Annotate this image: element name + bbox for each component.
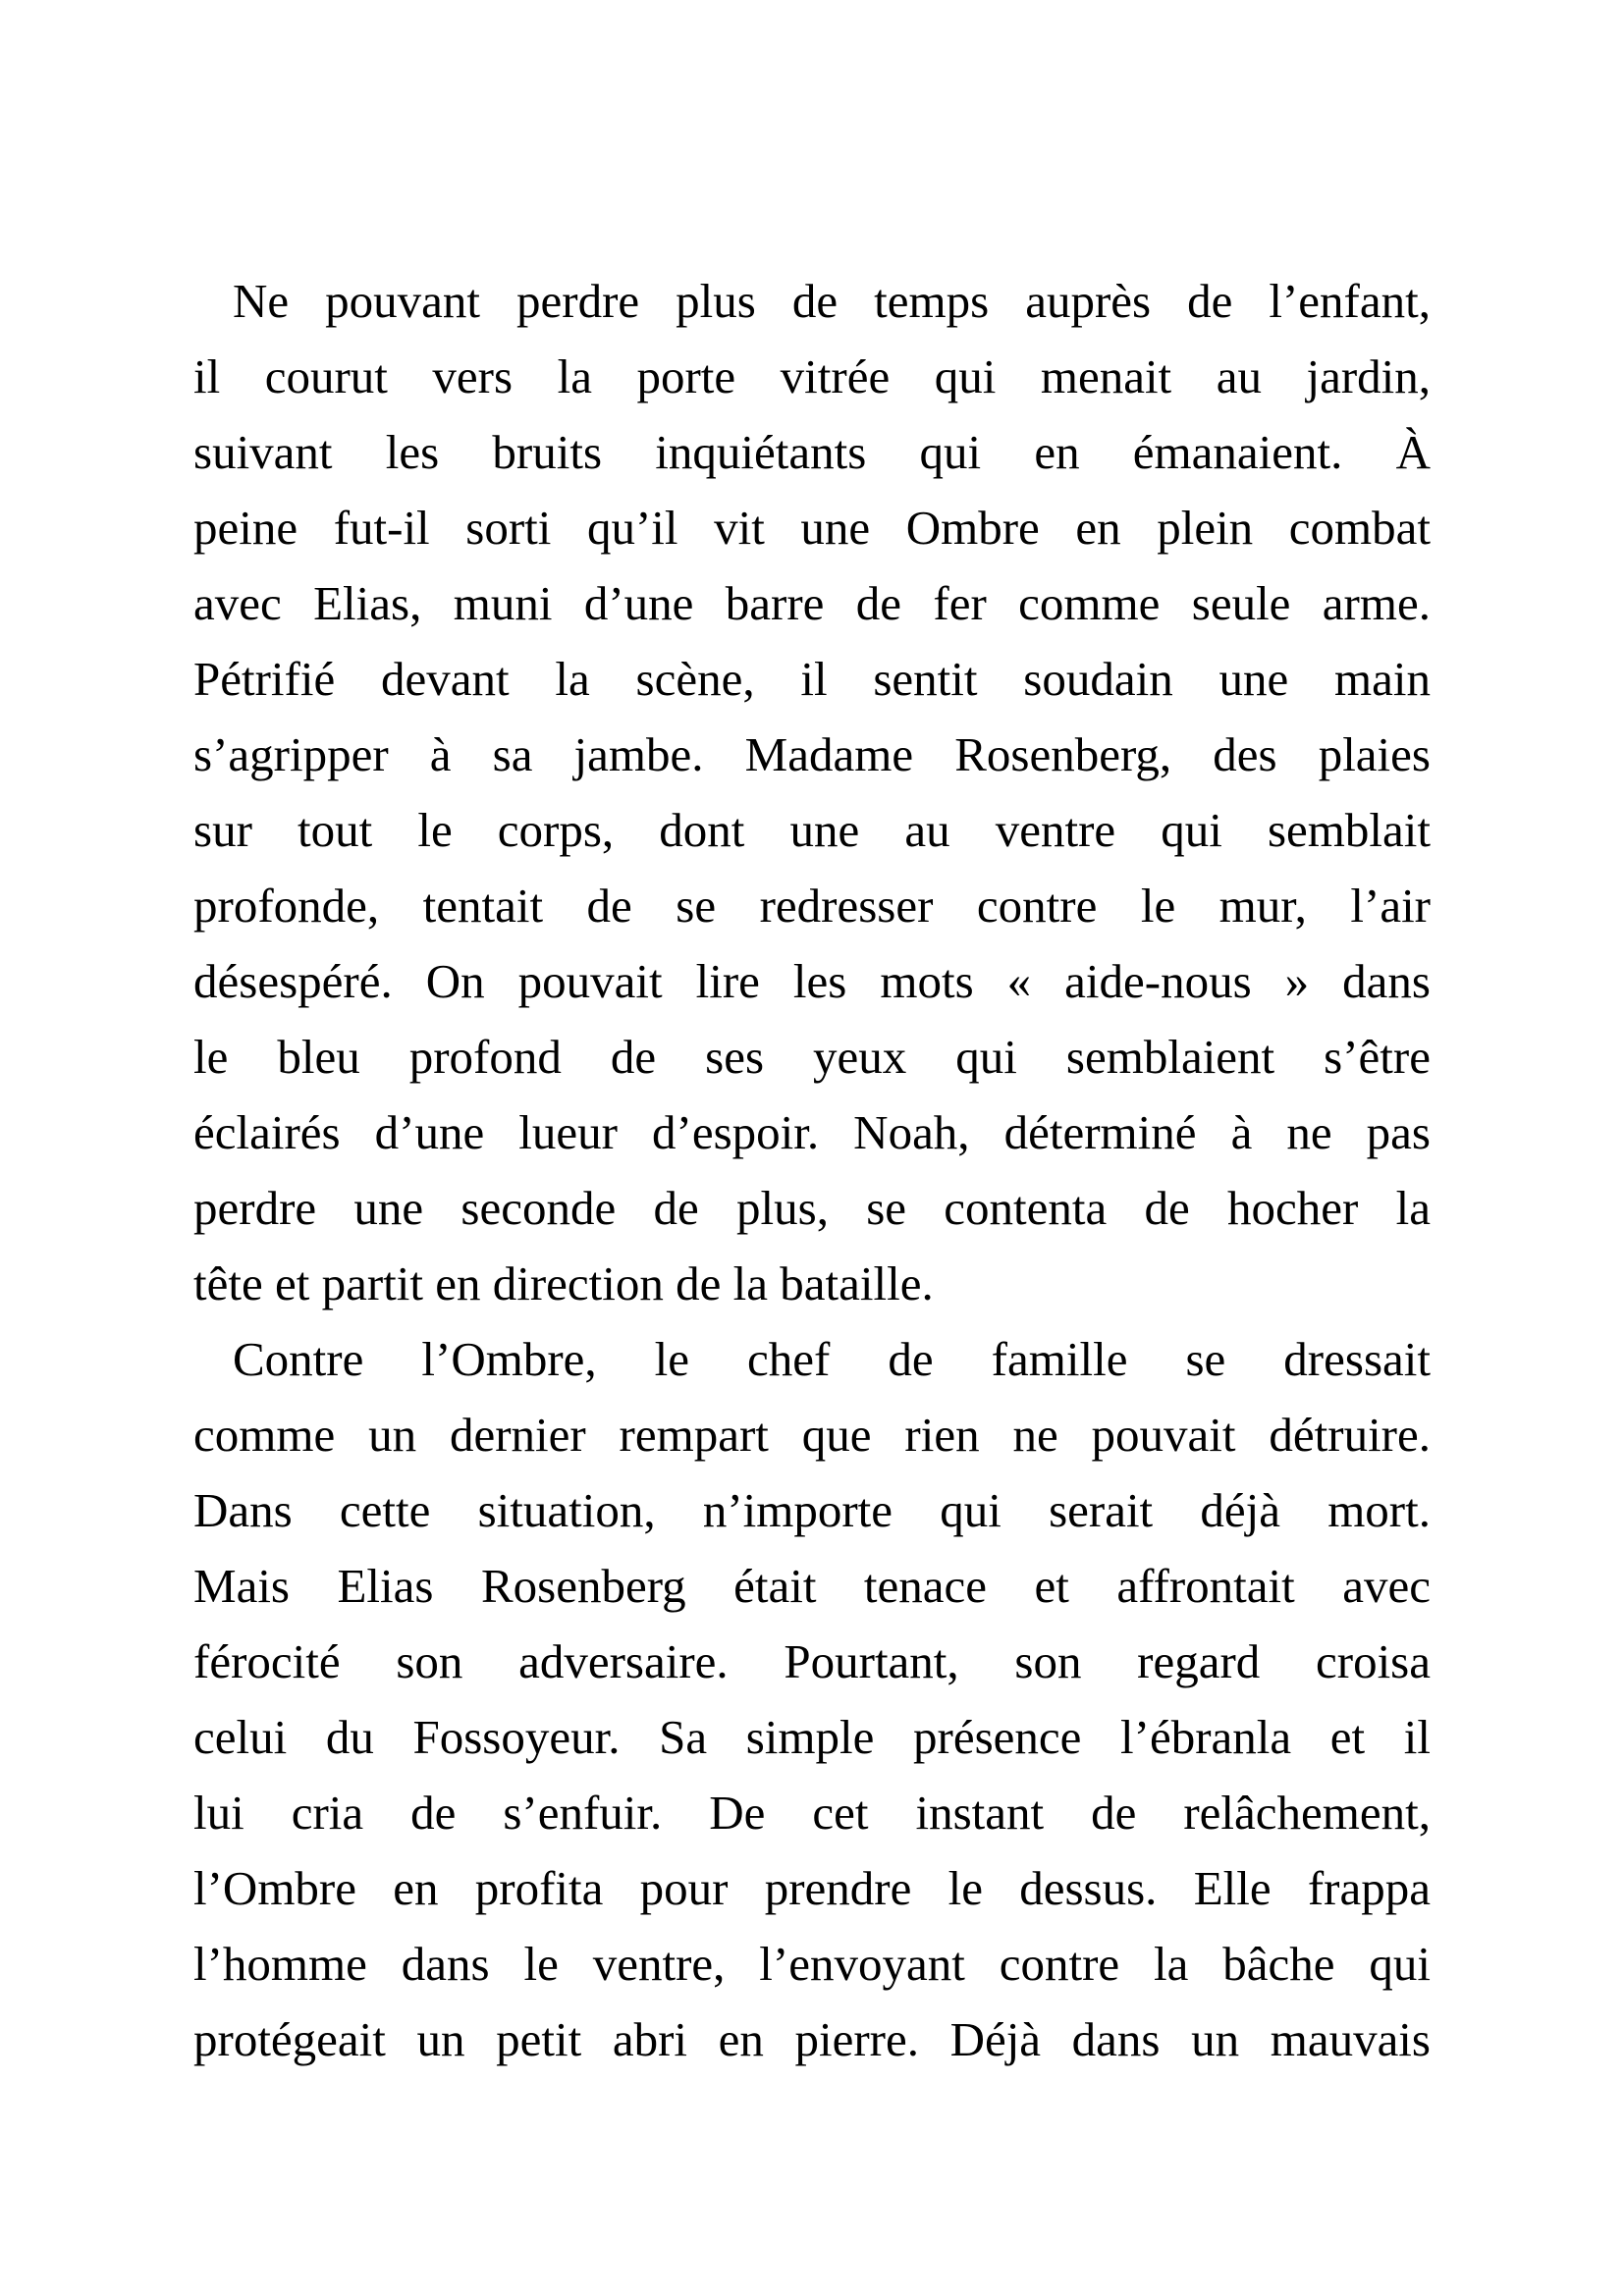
text-line: l’homme dans le ventre, l’envoyant contre la bâche qui bbox=[193, 1937, 1431, 1991]
text-line: le bleu profond de ses yeux qui semblaient s’être bbox=[193, 1030, 1431, 1084]
text-line: s’agripper à sa jambe. Madame Rosenberg, des plaies bbox=[193, 727, 1431, 781]
text-line: avec Elias, muni d’une barre de fer comme seule arme. bbox=[193, 576, 1431, 630]
text-line: perdre une seconde de plus, se contenta de hocher la bbox=[193, 1181, 1431, 1235]
text-line: désespéré. On pouvait lire les mots « aide-nous » dans bbox=[193, 954, 1431, 1008]
text-line: Mais Elias Rosenberg était tenace et affrontait avec bbox=[193, 1559, 1431, 1613]
text-line: Dans cette situation, n’importe qui serait déjà mort. bbox=[193, 1483, 1431, 1537]
text-line: profonde, tentait de se redresser contre le mur, l’air bbox=[193, 879, 1431, 933]
text-line: suivant les bruits inquiétants qui en émanaient. À bbox=[193, 425, 1431, 479]
text-line: il courut vers la porte vitrée qui menait au jardin, bbox=[193, 349, 1431, 403]
text-line: protégeait un petit abri en pierre. Déjà dans un mauvais bbox=[193, 2012, 1431, 2066]
text-line: comme un dernier rempart que rien ne pouvait détruire. bbox=[193, 1408, 1431, 1462]
text-line: peine fut-il sorti qu’il vit une Ombre en plein combat bbox=[193, 501, 1431, 555]
text-line: l’Ombre en profita pour prendre le dessus. Elle frappa bbox=[193, 1861, 1431, 1915]
text-line: Contre l’Ombre, le chef de famille se dressait bbox=[233, 1332, 1431, 1386]
text-line: éclairés d’une lueur d’espoir. Noah, déterminé à ne pas bbox=[193, 1105, 1431, 1159]
page-text-block bbox=[193, 263, 1431, 2077]
text-line: celui du Fossoyeur. Sa simple présence l’ébranla et il bbox=[193, 1710, 1431, 1764]
text-line: férocité son adversaire. Pourtant, son regard croisa bbox=[193, 1634, 1431, 1688]
text-line: tête et partit en direction de la bataille. bbox=[193, 1256, 934, 1310]
text-line: lui cria de s’enfuir. De cet instant de relâchement, bbox=[193, 1786, 1431, 1840]
text-line: Pétrifié devant la scène, il sentit soudain une main bbox=[193, 652, 1431, 706]
text-line: sur tout le corps, dont une au ventre qui semblait bbox=[193, 803, 1431, 857]
text-line: Ne pouvant perdre plus de temps auprès de l’enfant, bbox=[233, 274, 1431, 328]
